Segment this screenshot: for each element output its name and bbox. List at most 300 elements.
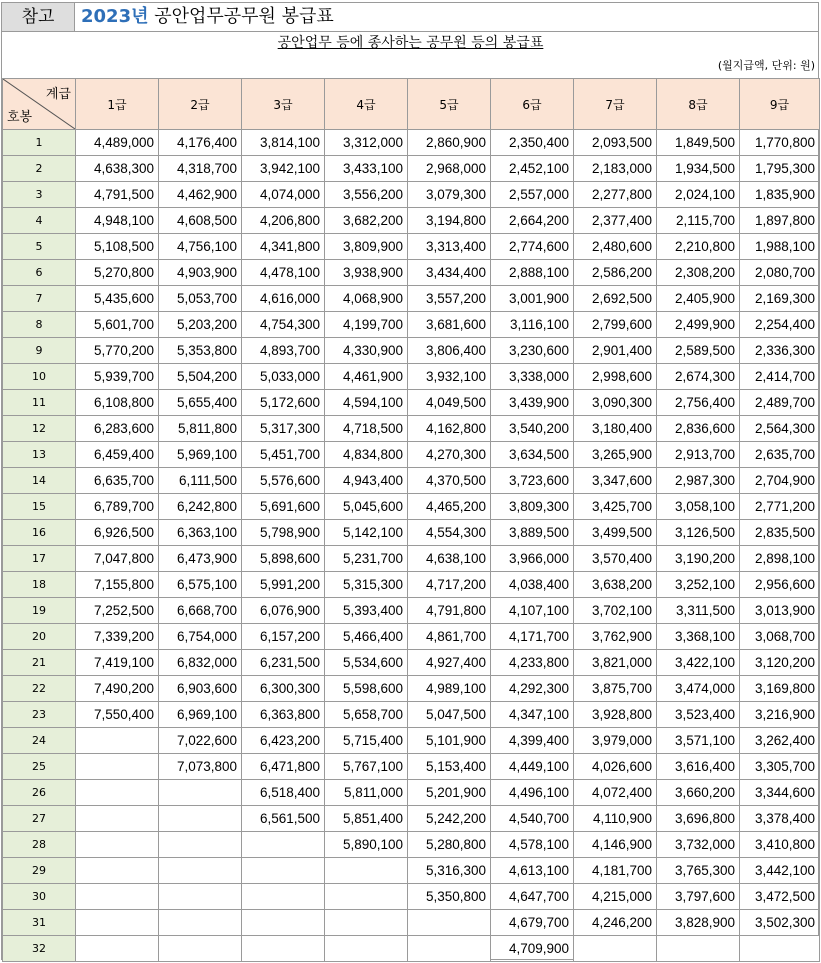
salary-cell: 2,564,300 <box>740 416 820 442</box>
salary-cell: 2,674,300 <box>657 364 740 390</box>
salary-cell: 4,074,000 <box>242 182 325 208</box>
salary-cell: 4,399,400 <box>491 728 574 754</box>
step-cell: 20 <box>3 624 76 650</box>
salary-cell: 7,419,100 <box>76 650 159 676</box>
salary-cell: 2,183,000 <box>574 156 657 182</box>
salary-cell: 5,898,600 <box>242 546 325 572</box>
salary-cell: 5,770,200 <box>76 338 159 364</box>
step-cell: 12 <box>3 416 76 442</box>
salary-cell: 6,242,800 <box>159 494 242 520</box>
empty-cell <box>242 884 325 910</box>
salary-cell: 3,265,900 <box>574 442 657 468</box>
salary-cell: 4,199,700 <box>325 312 408 338</box>
salary-cell: 2,664,200 <box>491 208 574 234</box>
salary-cell: 6,754,000 <box>159 624 242 650</box>
salary-cell: 3,696,800 <box>657 806 740 832</box>
table-row <box>3 156 820 182</box>
salary-cell: 5,101,900 <box>408 728 491 754</box>
step-cell: 9 <box>3 338 76 364</box>
empty-cell <box>408 936 491 962</box>
salary-cell: 5,655,400 <box>159 390 242 416</box>
salary-cell: 3,013,900 <box>740 598 820 624</box>
salary-cell: 4,068,900 <box>325 286 408 312</box>
salary-cell: 5,317,300 <box>242 416 325 442</box>
salary-cell: 6,423,200 <box>242 728 325 754</box>
step-cell: 13 <box>3 442 76 468</box>
salary-cell: 3,732,000 <box>657 832 740 858</box>
salary-cell: 4,903,900 <box>159 260 242 286</box>
empty-cell <box>76 858 159 884</box>
table-row <box>3 754 820 780</box>
salary-cell: 3,571,100 <box>657 728 740 754</box>
salary-cell: 2,589,500 <box>657 338 740 364</box>
salary-cell: 5,811,000 <box>325 780 408 806</box>
salary-cell: 5,316,300 <box>408 858 491 884</box>
salary-cell: 3,313,400 <box>408 234 491 260</box>
salary-cell: 4,462,900 <box>159 182 242 208</box>
salary-cell: 2,557,000 <box>491 182 574 208</box>
salary-cell: 3,681,600 <box>408 312 491 338</box>
salary-cell: 3,889,500 <box>491 520 574 546</box>
salary-cell: 7,490,200 <box>76 676 159 702</box>
table-row <box>3 650 820 676</box>
salary-cell: 2,586,200 <box>574 260 657 286</box>
salary-cell: 3,410,800 <box>740 832 820 858</box>
salary-cell: 3,979,000 <box>574 728 657 754</box>
empty-cell <box>76 806 159 832</box>
salary-cell: 1,934,500 <box>657 156 740 182</box>
table-row <box>3 442 820 468</box>
salary-cell: 3,809,900 <box>325 234 408 260</box>
salary-cell: 4,215,000 <box>574 884 657 910</box>
step-cell: 24 <box>3 728 76 754</box>
step-cell: 31 <box>3 910 76 936</box>
empty-cell <box>242 858 325 884</box>
empty-cell <box>159 910 242 936</box>
salary-cell: 1,795,300 <box>740 156 820 182</box>
salary-cell: 2,405,900 <box>657 286 740 312</box>
salary-cell: 3,442,100 <box>740 858 820 884</box>
step-cell: 25 <box>3 754 76 780</box>
salary-table-body <box>3 130 820 962</box>
salary-cell: 5,270,800 <box>76 260 159 286</box>
salary-cell: 4,861,700 <box>408 624 491 650</box>
salary-cell: 4,026,600 <box>574 754 657 780</box>
step-cell: 26 <box>3 780 76 806</box>
salary-cell: 5,353,800 <box>159 338 242 364</box>
salary-cell: 3,090,300 <box>574 390 657 416</box>
salary-cell: 5,231,700 <box>325 546 408 572</box>
salary-cell: 4,347,100 <box>491 702 574 728</box>
salary-cell: 3,806,400 <box>408 338 491 364</box>
salary-cell: 5,393,400 <box>325 598 408 624</box>
salary-cell: 4,110,900 <box>574 806 657 832</box>
salary-cell: 5,172,600 <box>242 390 325 416</box>
salary-cell: 5,576,600 <box>242 468 325 494</box>
salary-cell: 2,987,300 <box>657 468 740 494</box>
salary-cell: 6,789,700 <box>76 494 159 520</box>
salary-cell: 2,210,800 <box>657 234 740 260</box>
salary-cell: 5,033,000 <box>242 364 325 390</box>
salary-cell: 4,171,700 <box>491 624 574 650</box>
salary-cell: 2,452,100 <box>491 156 574 182</box>
salary-cell: 2,888,100 <box>491 260 574 286</box>
table-row <box>3 780 820 806</box>
salary-cell: 4,496,100 <box>491 780 574 806</box>
salary-cell: 4,647,700 <box>491 884 574 910</box>
salary-cell: 2,692,500 <box>574 286 657 312</box>
salary-cell: 5,315,300 <box>325 572 408 598</box>
salary-cell: 3,472,500 <box>740 884 820 910</box>
empty-cell <box>325 910 408 936</box>
salary-cell: 4,943,400 <box>325 468 408 494</box>
step-cell: 7 <box>3 286 76 312</box>
table-row <box>3 884 820 910</box>
page-title <box>81 3 334 31</box>
salary-cell: 3,762,900 <box>574 624 657 650</box>
salary-cell: 3,216,900 <box>740 702 820 728</box>
salary-cell: 4,540,700 <box>491 806 574 832</box>
salary-cell: 3,502,300 <box>740 910 820 936</box>
salary-cell: 3,702,100 <box>574 598 657 624</box>
salary-cell: 3,682,200 <box>325 208 408 234</box>
table-row <box>3 624 820 650</box>
salary-cell: 3,797,600 <box>657 884 740 910</box>
grade-header: 4급 <box>325 79 408 130</box>
salary-cell: 3,634,500 <box>491 442 574 468</box>
salary-cell: 2,115,700 <box>657 208 740 234</box>
table-row <box>3 702 820 728</box>
salary-cell: 4,370,500 <box>408 468 491 494</box>
salary-cell: 3,079,300 <box>408 182 491 208</box>
empty-cell <box>76 936 159 962</box>
salary-cell: 5,658,700 <box>325 702 408 728</box>
salary-cell: 5,153,400 <box>408 754 491 780</box>
salary-cell: 5,601,700 <box>76 312 159 338</box>
salary-cell: 3,126,500 <box>657 520 740 546</box>
salary-cell: 2,377,400 <box>574 208 657 234</box>
empty-cell <box>740 936 820 962</box>
salary-cell: 4,948,100 <box>76 208 159 234</box>
step-cell: 11 <box>3 390 76 416</box>
table-row <box>3 598 820 624</box>
salary-cell: 3,557,200 <box>408 286 491 312</box>
salary-cell: 5,504,200 <box>159 364 242 390</box>
salary-cell: 4,893,700 <box>242 338 325 364</box>
corner-grade-label: 계급 <box>45 87 71 102</box>
salary-cell: 1,988,100 <box>740 234 820 260</box>
step-cell: 19 <box>3 598 76 624</box>
empty-cell <box>242 910 325 936</box>
grade-header: 6급 <box>491 79 574 130</box>
empty-cell <box>408 910 491 936</box>
salary-cell: 7,047,800 <box>76 546 159 572</box>
step-cell: 27 <box>3 806 76 832</box>
salary-cell: 3,312,000 <box>325 130 408 156</box>
salary-cell: 3,875,700 <box>574 676 657 702</box>
salary-cell: 2,308,200 <box>657 260 740 286</box>
salary-cell: 1,897,800 <box>740 208 820 234</box>
step-cell: 21 <box>3 650 76 676</box>
salary-cell: 5,435,600 <box>76 286 159 312</box>
salary-cell: 6,108,800 <box>76 390 159 416</box>
salary-cell: 4,478,100 <box>242 260 325 286</box>
salary-cell: 3,230,600 <box>491 338 574 364</box>
salary-cell: 6,561,500 <box>242 806 325 832</box>
salary-cell: 3,616,400 <box>657 754 740 780</box>
salary-cell: 6,363,800 <box>242 702 325 728</box>
empty-cell <box>657 936 740 962</box>
salary-cell: 3,058,100 <box>657 494 740 520</box>
salary-cell: 2,799,600 <box>574 312 657 338</box>
salary-cell: 5,691,600 <box>242 494 325 520</box>
salary-cell: 4,176,400 <box>159 130 242 156</box>
salary-cell: 4,146,900 <box>574 832 657 858</box>
empty-cell <box>242 832 325 858</box>
salary-cell: 3,821,000 <box>574 650 657 676</box>
grade-header: 7급 <box>574 79 657 130</box>
empty-cell <box>325 884 408 910</box>
salary-cell: 4,554,300 <box>408 520 491 546</box>
table-row <box>3 182 820 208</box>
salary-cell: 2,169,300 <box>740 286 820 312</box>
title-year: 2023년 <box>81 6 149 27</box>
salary-cell: 6,575,100 <box>159 572 242 598</box>
step-cell: 23 <box>3 702 76 728</box>
salary-cell: 5,142,100 <box>325 520 408 546</box>
salary-cell: 6,668,700 <box>159 598 242 624</box>
salary-cell: 6,157,200 <box>242 624 325 650</box>
salary-cell: 2,277,800 <box>574 182 657 208</box>
empty-cell <box>325 936 408 962</box>
salary-cell: 5,939,700 <box>76 364 159 390</box>
salary-cell: 7,550,400 <box>76 702 159 728</box>
table-row <box>3 208 820 234</box>
empty-cell <box>159 806 242 832</box>
salary-cell: 4,608,500 <box>159 208 242 234</box>
salary-cell: 5,203,200 <box>159 312 242 338</box>
salary-cell: 4,330,900 <box>325 338 408 364</box>
salary-cell: 6,969,100 <box>159 702 242 728</box>
salary-cell: 3,180,400 <box>574 416 657 442</box>
salary-cell: 5,045,600 <box>325 494 408 520</box>
salary-cell: 3,932,100 <box>408 364 491 390</box>
salary-cell: 3,190,200 <box>657 546 740 572</box>
empty-cell <box>159 936 242 962</box>
salary-cell: 3,262,400 <box>740 728 820 754</box>
salary-cell: 1,770,800 <box>740 130 820 156</box>
salary-cell: 4,754,300 <box>242 312 325 338</box>
salary-cell: 4,270,300 <box>408 442 491 468</box>
salary-cell: 3,311,500 <box>657 598 740 624</box>
salary-cell: 4,233,800 <box>491 650 574 676</box>
table-subtitle: 공안업무 등에 종사하는 공무원 등의 봉급표 <box>277 35 544 51</box>
salary-cell: 5,811,800 <box>159 416 242 442</box>
table-row <box>3 858 820 884</box>
salary-cell: 4,181,700 <box>574 858 657 884</box>
salary-cell: 5,767,100 <box>325 754 408 780</box>
empty-cell <box>76 910 159 936</box>
salary-cell: 2,350,400 <box>491 130 574 156</box>
salary-cell: 2,480,600 <box>574 234 657 260</box>
step-cell: 5 <box>3 234 76 260</box>
salary-cell: 4,834,800 <box>325 442 408 468</box>
salary-cell: 2,704,900 <box>740 468 820 494</box>
grade-header: 2급 <box>159 79 242 130</box>
salary-cell: 3,474,000 <box>657 676 740 702</box>
salary-cell: 3,344,600 <box>740 780 820 806</box>
salary-cell: 3,368,100 <box>657 624 740 650</box>
table-row <box>3 546 820 572</box>
salary-cell: 3,928,800 <box>574 702 657 728</box>
empty-cell <box>325 858 408 884</box>
salary-cell: 2,901,400 <box>574 338 657 364</box>
empty-cell <box>574 936 657 962</box>
salary-cell: 4,461,900 <box>325 364 408 390</box>
salary-cell: 3,660,200 <box>657 780 740 806</box>
title-row <box>2 3 818 32</box>
table-row <box>3 390 820 416</box>
salary-cell: 2,771,200 <box>740 494 820 520</box>
step-cell: 4 <box>3 208 76 234</box>
salary-cell: 3,252,100 <box>657 572 740 598</box>
salary-cell: 3,378,400 <box>740 806 820 832</box>
salary-cell: 2,956,600 <box>740 572 820 598</box>
salary-cell: 3,814,100 <box>242 130 325 156</box>
salary-cell: 3,638,200 <box>574 572 657 598</box>
table-row <box>3 312 820 338</box>
salary-cell: 5,534,600 <box>325 650 408 676</box>
salary-cell: 3,439,900 <box>491 390 574 416</box>
table-row <box>3 572 820 598</box>
step-cell: 10 <box>3 364 76 390</box>
salary-cell: 2,898,100 <box>740 546 820 572</box>
title-main: 공안업무공무원 봉급표 <box>148 6 334 27</box>
table-row <box>3 832 820 858</box>
step-cell: 18 <box>3 572 76 598</box>
salary-cell: 4,206,800 <box>242 208 325 234</box>
salary-cell: 6,832,000 <box>159 650 242 676</box>
table-row <box>3 806 820 832</box>
table-row <box>3 468 820 494</box>
grade-header: 5급 <box>408 79 491 130</box>
reference-label: 참고 <box>2 3 75 31</box>
salary-cell: 4,638,300 <box>76 156 159 182</box>
salary-cell: 3,556,200 <box>325 182 408 208</box>
table-row <box>3 910 820 936</box>
salary-cell: 2,860,900 <box>408 130 491 156</box>
salary-cell: 5,598,600 <box>325 676 408 702</box>
salary-cell: 3,434,400 <box>408 260 491 286</box>
step-cell: 8 <box>3 312 76 338</box>
salary-cell: 2,093,500 <box>574 130 657 156</box>
salary-cell: 4,162,800 <box>408 416 491 442</box>
step-cell: 15 <box>3 494 76 520</box>
salary-cell: 2,254,400 <box>740 312 820 338</box>
salary-cell: 5,890,100 <box>325 832 408 858</box>
salary-cell: 2,835,500 <box>740 520 820 546</box>
table-row <box>3 130 820 156</box>
salary-cell: 3,347,600 <box>574 468 657 494</box>
salary-cell: 4,594,100 <box>325 390 408 416</box>
salary-cell: 3,523,400 <box>657 702 740 728</box>
salary-cell: 6,518,400 <box>242 780 325 806</box>
salary-cell: 3,540,200 <box>491 416 574 442</box>
salary-cell: 7,073,800 <box>159 754 242 780</box>
grade-header: 8급 <box>657 79 740 130</box>
salary-cell: 5,466,400 <box>325 624 408 650</box>
salary-cell: 5,108,500 <box>76 234 159 260</box>
salary-cell: 1,835,900 <box>740 182 820 208</box>
grade-header-row <box>3 79 820 130</box>
salary-cell: 5,798,900 <box>242 520 325 546</box>
table-row <box>3 364 820 390</box>
salary-cell: 6,300,300 <box>242 676 325 702</box>
salary-cell: 5,715,400 <box>325 728 408 754</box>
salary-cell: 4,989,100 <box>408 676 491 702</box>
salary-cell: 7,252,500 <box>76 598 159 624</box>
salary-cell: 2,414,700 <box>740 364 820 390</box>
grade-header: 3급 <box>242 79 325 130</box>
salary-cell: 6,926,500 <box>76 520 159 546</box>
salary-cell: 4,038,400 <box>491 572 574 598</box>
salary-cell: 2,080,700 <box>740 260 820 286</box>
salary-cell: 1,849,500 <box>657 130 740 156</box>
salary-cell: 2,998,600 <box>574 364 657 390</box>
step-cell: 3 <box>3 182 76 208</box>
salary-cell: 3,828,900 <box>657 910 740 936</box>
salary-cell: 6,363,100 <box>159 520 242 546</box>
salary-cell: 4,791,800 <box>408 598 491 624</box>
salary-cell: 3,169,800 <box>740 676 820 702</box>
empty-cell <box>76 780 159 806</box>
corner-step-label: 호봉 <box>7 110 33 125</box>
empty-cell <box>242 936 325 962</box>
grade-header: 1급 <box>76 79 159 130</box>
table-row <box>3 676 820 702</box>
salary-cell: 4,709,900 <box>491 936 574 962</box>
salary-cell: 4,246,200 <box>574 910 657 936</box>
salary-cell: 4,638,100 <box>408 546 491 572</box>
salary-cell: 5,053,700 <box>159 286 242 312</box>
salary-cell: 2,489,700 <box>740 390 820 416</box>
salary-cell: 3,116,100 <box>491 312 574 338</box>
salary-cell: 3,422,100 <box>657 650 740 676</box>
grade-header: 9급 <box>740 79 820 130</box>
salary-cell: 5,350,800 <box>408 884 491 910</box>
salary-cell: 6,903,600 <box>159 676 242 702</box>
salary-cell: 2,968,000 <box>408 156 491 182</box>
salary-cell: 3,966,000 <box>491 546 574 572</box>
salary-cell: 3,305,700 <box>740 754 820 780</box>
salary-cell: 3,425,700 <box>574 494 657 520</box>
salary-cell: 6,076,900 <box>242 598 325 624</box>
table-row <box>3 520 820 546</box>
salary-cell: 4,927,400 <box>408 650 491 676</box>
salary-cell: 5,991,200 <box>242 572 325 598</box>
salary-cell: 4,341,800 <box>242 234 325 260</box>
step-cell: 1 <box>3 130 76 156</box>
step-cell: 17 <box>3 546 76 572</box>
salary-cell: 3,570,400 <box>574 546 657 572</box>
salary-cell: 4,717,200 <box>408 572 491 598</box>
salary-cell: 2,499,900 <box>657 312 740 338</box>
salary-cell: 4,756,100 <box>159 234 242 260</box>
salary-cell: 5,201,900 <box>408 780 491 806</box>
salary-cell: 3,194,800 <box>408 208 491 234</box>
table-row <box>3 260 820 286</box>
salary-cell: 3,001,900 <box>491 286 574 312</box>
